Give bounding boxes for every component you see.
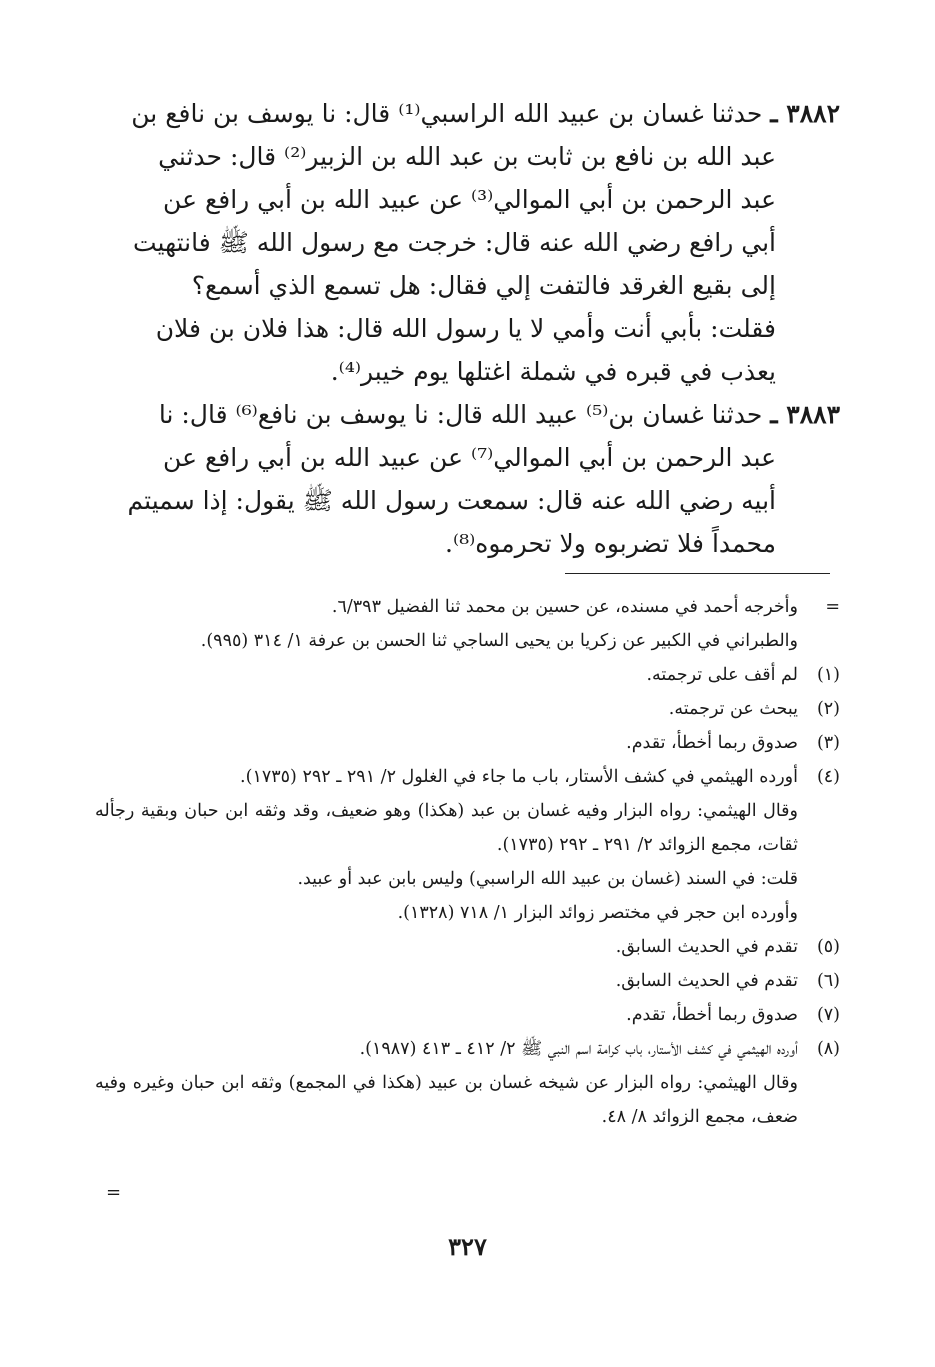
footnote-line: وأورده ابن حجر في مختصر زوائد البزار ١/ ٧١٨ (١٣٢٨). bbox=[397, 903, 798, 923]
footnote-divider bbox=[565, 573, 830, 574]
footnote-8 bbox=[95, 1032, 840, 1134]
hadith-line: فقلت: بأبي أنت وأمي لا يا رسول الله قال: هذا فلان بن فلان bbox=[155, 314, 776, 343]
footnote-mark: (٥) bbox=[816, 937, 840, 957]
hadith-3882 bbox=[80, 92, 840, 393]
footnote-mark: = bbox=[825, 597, 840, 617]
footnote-mark: (٧) bbox=[816, 1005, 840, 1025]
footnote-line: وقال الهيثمي: رواه البزار عن شيخه غسان بن عبيد (هكذا في المجمع) وثقه ابن حبان وغيره وفيه ضعف، مجمع الزوائد ٨/ ٤٨. bbox=[95, 1073, 798, 1127]
main-text bbox=[80, 92, 840, 565]
page-number: ٣٢٧ bbox=[448, 1232, 487, 1261]
footnote-line: قلت: في السند (غسان بن عبيد الله الراسبي) وليس بابن عبد أو عبيد. bbox=[297, 869, 798, 889]
footnote-7 bbox=[95, 998, 840, 1032]
hadith-line: أبي رافع رضي الله عنه قال: خرجت مع رسول الله ﷺ فانتهيت bbox=[132, 228, 776, 257]
hadith-3883 bbox=[80, 393, 840, 565]
footnote-line: يبحث عن ترجمته. bbox=[668, 699, 798, 719]
footnote-line: صدوق ربما أخطأ، تقدم. bbox=[626, 1005, 798, 1025]
footnote-1 bbox=[95, 658, 840, 692]
footnote-mark: (١) bbox=[816, 665, 840, 685]
hadith-line: أبيه رضي الله عنه قال: سمعت رسول الله ﷺ يقول: إذا سميتم bbox=[127, 486, 776, 515]
hadith-number: ٣٨٨٣ ـ bbox=[770, 400, 840, 429]
hadith-line: محمداً فلا تضربوه ولا تحرموه⁽⁸⁾. bbox=[445, 529, 776, 558]
footnote-3 bbox=[95, 726, 840, 760]
hadith-number: ٣٨٨٢ ـ bbox=[770, 99, 840, 128]
footnote-line: أورده الهيثمي في كشف الأستار، باب ما جاء في الغلول ٢/ ٢٩١ ـ ٢٩٢ (١٧٣٥). bbox=[240, 767, 798, 787]
hadith-line: عبد الرحمن بن أبي الموالي⁽⁷⁾ عن عبيد الله بن أبي رافع عن bbox=[163, 443, 776, 472]
footnote-line: لم أقف على ترجمته. bbox=[646, 665, 798, 685]
footnotes bbox=[95, 590, 840, 1134]
hadith-line: يعذب في قبره في شملة اغتلها يوم خيبر⁽⁴⁾. bbox=[330, 357, 776, 386]
hadith-line: إلى بقيع الغرقد فالتفت إلي فقال: هل تسمع الذي أسمع؟ bbox=[191, 271, 776, 300]
footnote-mark: (٤) bbox=[816, 767, 840, 787]
footnote-6 bbox=[95, 964, 840, 998]
hadith-line: عبد الله بن نافع بن ثابت بن عبد الله بن الزبير⁽²⁾ قال: حدثني bbox=[158, 142, 776, 171]
footnote-line: أورده الهيثمي في كشف الأستار، باب كرامة اسم النبي ﷺ ٢/ ٤١٢ ـ ٤١٣ (١٩٨٧). bbox=[359, 1039, 798, 1059]
hadith-line: عبد الرحمن بن أبي الموالي⁽³⁾ عن عبيد الله بن أبي رافع عن bbox=[163, 185, 776, 214]
footnote-mark: (٢) bbox=[816, 699, 840, 719]
footnote-line: تقدم في الحديث السابق. bbox=[615, 937, 798, 957]
footnote-line: صدوق ربما أخطأ، تقدم. bbox=[626, 733, 798, 753]
footnote-mark: (٨) bbox=[816, 1039, 840, 1059]
hadith-line: ٣٨٨٣ ـ حدثنا غسان بن⁽⁵⁾ عبيد الله قال: نا يوسف بن نافع⁽⁶⁾ قال: نا bbox=[158, 400, 840, 429]
continuation-mark: = bbox=[106, 1182, 122, 1203]
footnote-line: وأخرجه أحمد في مسنده، عن حسين بن محمد ثنا الفضيل ٦/٣٩٣. bbox=[331, 597, 798, 617]
footnote-4 bbox=[95, 760, 840, 930]
footnote-2 bbox=[95, 692, 840, 726]
footnote-continuation bbox=[95, 590, 840, 658]
footnote-5 bbox=[95, 930, 840, 964]
footnote-line: تقدم في الحديث السابق. bbox=[615, 971, 798, 991]
footnote-line: وقال الهيثمي: رواه البزار وفيه غسان بن عبد (هكذا) وهو ضعيف، وقد وثقه ابن حبان وبقية رجأله ثقات، مجمع الزوائد ٢/ ٢٩١ ـ ٢٩٢ (١٧٣٥). bbox=[95, 801, 798, 855]
footnote-mark: (٦) bbox=[816, 971, 840, 991]
footnote-mark: (٣) bbox=[816, 733, 840, 753]
footnote-line: والطبراني في الكبير عن زكريا بن يحيى الساجي ثنا الحسن بن عرفة ١/ ٣١٤ (٩٩٥). bbox=[200, 631, 798, 651]
hadith-line: ٣٨٨٢ ـ حدثنا غسان بن عبيد الله الراسبي⁽¹⁾ قال: نا يوسف بن نافع بن bbox=[131, 99, 840, 128]
